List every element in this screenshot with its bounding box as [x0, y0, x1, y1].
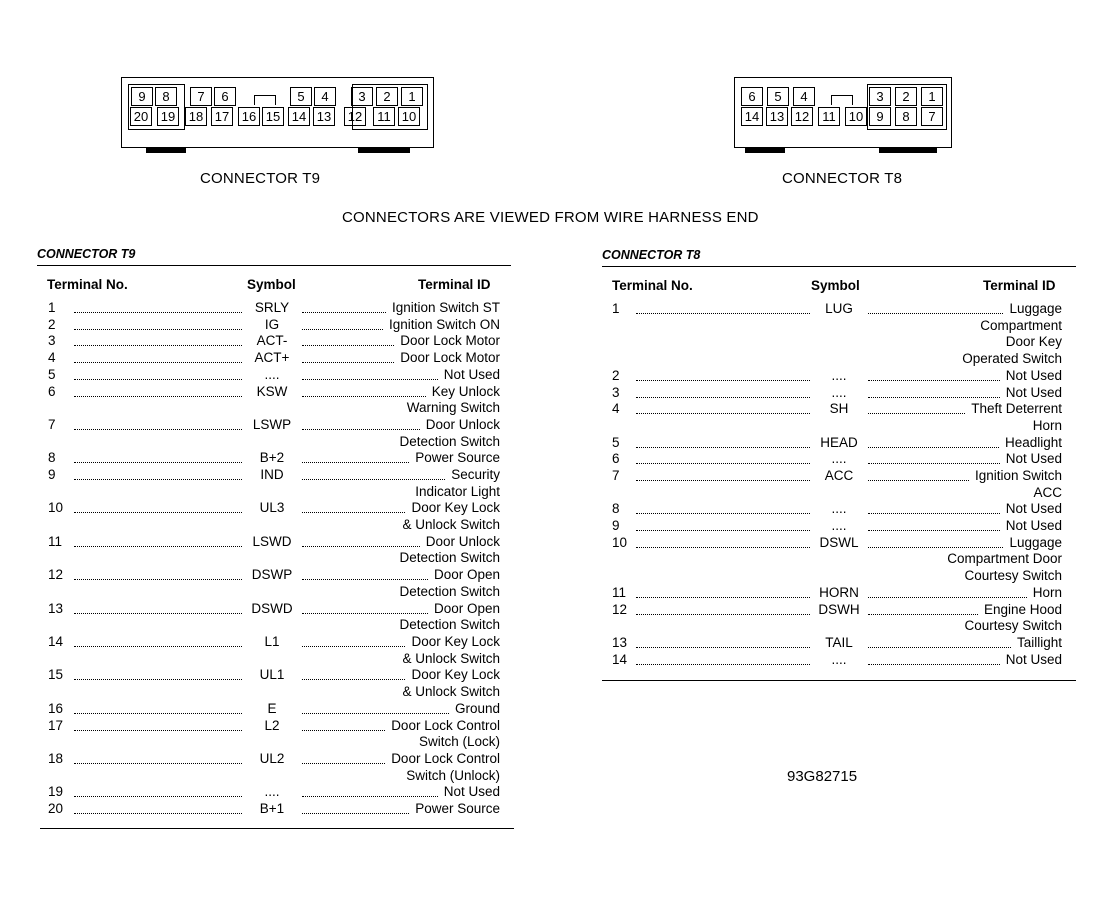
leader-dots: [74, 467, 242, 480]
leader-dots: [868, 501, 1000, 514]
terminal-symbol: UL3: [259, 500, 285, 516]
leader-dots: [302, 701, 449, 714]
terminal-number: 15: [48, 667, 64, 683]
connector-t8-pin: 5: [767, 87, 789, 106]
table-row: [612, 468, 1062, 501]
leader-dots: [636, 401, 810, 414]
table-row: [48, 751, 500, 784]
table-row: [612, 518, 1062, 535]
leader-dots: [868, 468, 969, 481]
terminal-id: Ignition Switch ON: [388, 316, 500, 332]
terminal-id: Not Used: [1005, 501, 1062, 517]
connector-t9-pin: 16: [238, 107, 260, 126]
table-row: [48, 417, 500, 450]
table-row: [612, 501, 1062, 518]
terminal-number: 5: [48, 366, 56, 382]
table-row: [48, 467, 500, 500]
terminal-id: Courtesy Switch: [964, 618, 1062, 634]
connector-t9-pin: 6: [214, 87, 236, 106]
table-row: [612, 401, 1062, 434]
leader-dots: [868, 368, 1000, 381]
terminal-id: Headlight: [1004, 434, 1062, 450]
connector-t8-pin: 14: [741, 107, 763, 126]
terminal-number: 12: [612, 601, 628, 617]
terminal-number: 13: [612, 635, 628, 650]
leader-dots: [302, 500, 405, 513]
terminal-id: Switch (Unlock): [406, 767, 500, 783]
terminal-number: 5: [612, 434, 620, 450]
terminal-symbol: B+1: [259, 801, 285, 816]
connector-t9-pin: 8: [155, 87, 177, 106]
terminal-number: 19: [48, 784, 64, 800]
terminal-id: Detection Switch: [399, 550, 500, 566]
connector-t8-pin: 13: [766, 107, 788, 126]
t8-header-symbol: Symbol: [811, 278, 860, 293]
terminal-id: Courtesy Switch: [964, 568, 1062, 584]
terminal-id: Detection Switch: [399, 583, 500, 599]
terminal-id: Door Lock Motor: [400, 333, 500, 349]
terminal-id: ACC: [1033, 484, 1062, 500]
leader-dots: [636, 435, 810, 448]
leader-dots: [302, 534, 420, 547]
terminal-symbol: B+2: [259, 450, 285, 466]
connector-t8-pin: 12: [791, 107, 813, 126]
terminal-symbol: DSWH: [818, 601, 860, 617]
terminal-number: 4: [48, 350, 56, 366]
leader-dots: [302, 751, 385, 764]
connector-t9-pin: 11: [373, 107, 395, 126]
connector-t8-pin: 7: [921, 107, 943, 126]
leader-dots: [302, 333, 394, 346]
t9-header-terminal: Terminal No.: [47, 277, 128, 292]
terminal-symbol: ....: [831, 651, 847, 667]
terminal-number: 18: [48, 750, 64, 766]
terminal-symbol: ....: [264, 366, 280, 382]
leader-dots: [302, 367, 438, 380]
table-row: [48, 718, 500, 751]
table-row: [48, 333, 500, 350]
connector-t8-pin: 4: [793, 87, 815, 106]
leader-dots: [302, 300, 386, 313]
table-row: [612, 652, 1062, 669]
terminal-number: 10: [612, 534, 628, 550]
terminal-symbol: LUG: [825, 301, 853, 316]
terminal-symbol: ....: [831, 501, 847, 517]
terminal-number: 14: [48, 634, 64, 649]
terminal-id: Key Unlock: [431, 383, 500, 399]
leader-dots: [74, 701, 242, 714]
leader-dots: [302, 384, 426, 397]
terminal-number: 9: [48, 467, 56, 482]
leader-dots: [868, 585, 1027, 598]
table-row: [612, 385, 1062, 402]
terminal-id: Not Used: [1005, 384, 1062, 400]
connector-t8-pin: 2: [895, 87, 917, 106]
terminal-number: 10: [48, 500, 64, 516]
t8-table-title: CONNECTOR T8: [602, 248, 701, 262]
terminal-id: Not Used: [1005, 651, 1062, 667]
leader-dots: [868, 518, 1000, 531]
terminal-number: 16: [48, 700, 64, 716]
t8-bottom-rule: [602, 680, 1076, 681]
leader-dots: [74, 601, 242, 614]
terminal-number: 20: [48, 801, 64, 816]
leader-dots: [302, 784, 438, 797]
terminal-id: Theft Deterrent: [971, 401, 1062, 417]
connector-t8-key: [831, 95, 853, 105]
table-row: [48, 701, 500, 718]
leader-dots: [868, 535, 1003, 548]
table-row: [612, 602, 1062, 635]
connector-t9-pin: 17: [211, 107, 233, 126]
connector-t8-latch-left: [745, 147, 785, 153]
connector-t9-caption: CONNECTOR T9: [200, 170, 321, 187]
leader-dots: [636, 652, 810, 665]
terminal-number: 13: [48, 600, 64, 616]
terminal-id: Ignition Switch: [974, 468, 1062, 483]
leader-dots: [636, 535, 810, 548]
terminal-id: & Unlock Switch: [402, 517, 500, 533]
terminal-symbol: UL2: [259, 750, 285, 766]
terminal-number: 12: [48, 567, 64, 583]
terminal-number: 2: [612, 367, 620, 383]
leader-dots: [868, 301, 1003, 314]
connector-t9-pin: 3: [351, 87, 373, 106]
leader-dots: [74, 567, 242, 580]
terminal-number: 3: [612, 384, 620, 400]
terminal-id: Door Lock Control: [391, 750, 500, 766]
terminal-id: Not Used: [443, 366, 500, 382]
table-row: [48, 567, 500, 600]
terminal-id: Horn: [1032, 584, 1062, 600]
terminal-number: 11: [48, 533, 63, 549]
table-row: [612, 435, 1062, 452]
terminal-id: & Unlock Switch: [402, 650, 500, 666]
terminal-id: Engine Hood: [983, 601, 1062, 617]
connector-t8-caption: CONNECTOR T8: [782, 170, 903, 187]
leader-dots: [868, 385, 1000, 398]
table-row: [48, 450, 500, 467]
table-row: [612, 451, 1062, 468]
terminal-symbol: IND: [260, 467, 284, 482]
t9-bottom-rule: [40, 828, 514, 829]
leader-dots: [302, 718, 385, 731]
connector-t9-key: [254, 95, 276, 105]
terminal-id: Door Lock Motor: [400, 350, 500, 366]
terminal-id: Door Key Lock: [411, 634, 500, 649]
terminal-id: Door Lock Control: [391, 717, 500, 733]
leader-dots: [302, 417, 420, 430]
table-row: [612, 301, 1062, 368]
connector-t8-diagram: [734, 77, 952, 148]
table-row: [48, 784, 500, 801]
leader-dots: [302, 601, 428, 614]
terminal-id: Ignition Switch ST: [391, 300, 500, 315]
connector-t8-pin: 3: [869, 87, 891, 106]
terminal-symbol: L1: [264, 634, 280, 649]
table-row: [48, 534, 500, 567]
table-row: [48, 384, 500, 417]
leader-dots: [74, 300, 242, 313]
leader-dots: [74, 367, 242, 380]
terminal-symbol: DSWL: [819, 534, 859, 550]
leader-dots: [74, 417, 242, 430]
table-row: [48, 350, 500, 367]
connector-t8-pin: 1: [921, 87, 943, 106]
table-row: [48, 601, 500, 634]
leader-dots: [74, 718, 242, 731]
leader-dots: [636, 451, 810, 464]
terminal-id: Not Used: [1005, 451, 1062, 467]
terminal-symbol: SH: [829, 401, 849, 417]
terminal-symbol: HORN: [819, 584, 859, 600]
leader-dots: [868, 435, 999, 448]
terminal-number: 9: [612, 518, 620, 534]
terminal-id: Compartment: [980, 317, 1062, 333]
leader-dots: [636, 635, 810, 648]
terminal-id: Switch (Lock): [418, 734, 500, 750]
terminal-id: Indicator Light: [415, 483, 500, 499]
terminal-symbol: L2: [264, 717, 280, 733]
leader-dots: [302, 567, 428, 580]
t8-top-rule: [602, 266, 1076, 267]
table-row: [48, 317, 500, 334]
leader-dots: [302, 667, 405, 680]
terminal-id: Security: [451, 467, 500, 482]
terminal-id: Not Used: [1005, 367, 1062, 383]
terminal-symbol: DSWD: [251, 600, 293, 616]
t8-header-terminal: Terminal No.: [612, 278, 693, 293]
terminal-number: 6: [612, 451, 620, 467]
leader-dots: [636, 385, 810, 398]
leader-dots: [74, 350, 242, 363]
t8-header-id: Terminal ID: [983, 278, 1056, 293]
terminal-symbol: ....: [264, 784, 280, 800]
terminal-symbol: TAIL: [825, 635, 853, 650]
terminal-id: & Unlock Switch: [402, 684, 500, 700]
terminal-number: 3: [48, 333, 56, 349]
t9-header-id: Terminal ID: [418, 277, 491, 292]
terminal-symbol: ....: [831, 451, 847, 467]
leader-dots: [636, 501, 810, 514]
terminal-number: 7: [612, 468, 620, 483]
connector-t9-pin: 1: [401, 87, 423, 106]
terminal-number: 1: [612, 301, 620, 316]
t9-header-symbol: Symbol: [247, 277, 296, 292]
table-row: [48, 300, 500, 317]
table-row: [48, 634, 500, 667]
leader-dots: [74, 784, 242, 797]
terminal-number: 7: [48, 416, 56, 432]
connector-t9-latch-right: [358, 147, 410, 153]
table-row: [48, 801, 500, 818]
terminal-id: Operated Switch: [962, 351, 1062, 367]
terminal-id: Luggage: [1009, 534, 1062, 550]
leader-dots: [868, 635, 1011, 648]
connector-t9-diagram: [121, 77, 434, 148]
terminal-id: Door Key: [1005, 334, 1062, 350]
terminal-id: Taillight: [1016, 635, 1062, 650]
leader-dots: [868, 652, 1000, 665]
connector-t9-pin: 5: [290, 87, 312, 106]
connector-t8-pin: 8: [895, 107, 917, 126]
leader-dots: [302, 317, 383, 330]
table-row: [48, 500, 500, 533]
terminal-symbol: E: [267, 700, 277, 716]
connector-t9-pin: 9: [131, 87, 153, 106]
terminal-id: Not Used: [443, 784, 500, 800]
terminal-id: Compartment Door: [947, 551, 1062, 567]
leader-dots: [302, 467, 445, 480]
terminal-symbol: UL1: [259, 667, 285, 683]
leader-dots: [74, 384, 242, 397]
table-row: [612, 585, 1062, 602]
terminal-id: Detection Switch: [399, 433, 500, 449]
terminal-id: Horn: [1032, 417, 1062, 433]
leader-dots: [636, 468, 810, 481]
leader-dots: [74, 751, 242, 764]
terminal-symbol: IG: [264, 316, 280, 332]
connector-t8-latch-right: [879, 147, 937, 153]
terminal-id: Door Unlock: [425, 416, 500, 432]
connector-t9-pin: 14: [288, 107, 310, 126]
terminal-number: 8: [48, 450, 56, 466]
connector-t9-pin: 10: [398, 107, 420, 126]
terminal-id: Not Used: [1005, 518, 1062, 534]
leader-dots: [74, 317, 242, 330]
terminal-id: Door Open: [433, 600, 500, 616]
leader-dots: [302, 350, 394, 363]
terminal-symbol: SRLY: [254, 300, 290, 315]
terminal-id: Power Source: [415, 801, 500, 816]
terminal-id: Luggage: [1009, 301, 1062, 316]
leader-dots: [74, 634, 242, 647]
terminal-symbol: ACT-: [256, 333, 288, 349]
terminal-symbol: ....: [831, 384, 847, 400]
table-row: [48, 367, 500, 384]
table-row: [612, 368, 1062, 385]
t9-table-title: CONNECTOR T9: [37, 247, 136, 261]
terminal-symbol: HEAD: [820, 434, 858, 450]
table-row: [48, 667, 500, 700]
terminal-id: Ground: [454, 700, 500, 716]
connector-t9-pin: 15: [262, 107, 284, 126]
leader-dots: [868, 401, 965, 414]
table-row: [612, 635, 1062, 652]
terminal-id: Warning Switch: [406, 400, 500, 416]
leader-dots: [636, 518, 810, 531]
connector-t8-pin: 10: [845, 107, 867, 126]
leader-dots: [636, 602, 810, 615]
terminal-number: 14: [612, 651, 628, 667]
terminal-id: Door Key Lock: [411, 500, 500, 516]
terminal-symbol: DSWP: [251, 567, 293, 583]
terminal-id: Door Key Lock: [411, 667, 500, 683]
terminal-id: Power Source: [415, 450, 500, 466]
leader-dots: [302, 450, 409, 463]
connector-t9-pin: 20: [130, 107, 152, 126]
leader-dots: [74, 801, 242, 814]
terminal-number: 2: [48, 316, 56, 332]
connector-t9-pin: 7: [190, 87, 212, 106]
terminal-id: Detection Switch: [399, 617, 500, 633]
terminal-symbol: LSWP: [252, 416, 292, 432]
leader-dots: [636, 585, 810, 598]
terminal-number: 6: [48, 383, 56, 399]
terminal-number: 1: [48, 300, 56, 315]
connector-t9-pin: 12: [344, 107, 366, 126]
terminal-id: Door Open: [433, 567, 500, 583]
table-row: [612, 535, 1062, 585]
connector-t9-pin: 18: [185, 107, 207, 126]
leader-dots: [74, 333, 242, 346]
connector-t9-latch-left: [146, 147, 186, 153]
leader-dots: [74, 450, 242, 463]
t9-top-rule: [37, 265, 511, 266]
connector-t9-pin: 4: [314, 87, 336, 106]
terminal-symbol: ....: [831, 518, 847, 534]
connector-t9-pin: 19: [157, 107, 179, 126]
leader-dots: [868, 602, 978, 615]
leader-dots: [636, 301, 810, 314]
leader-dots: [302, 634, 405, 647]
leader-dots: [74, 534, 242, 547]
terminal-number: 4: [612, 401, 620, 417]
terminal-symbol: KSW: [256, 383, 288, 399]
connector-t8-pin: 6: [741, 87, 763, 106]
terminal-number: 8: [612, 501, 620, 517]
terminal-symbol: ACC: [824, 468, 854, 483]
terminal-symbol: ....: [831, 367, 847, 383]
leader-dots: [868, 451, 1000, 464]
terminal-number: 17: [48, 717, 64, 733]
leader-dots: [74, 667, 242, 680]
terminal-symbol: ACT+: [254, 350, 290, 366]
connector-t9-pin: 2: [376, 87, 398, 106]
leader-dots: [302, 801, 409, 814]
harness-note: CONNECTORS ARE VIEWED FROM WIRE HARNESS END: [342, 209, 759, 226]
connector-t8-pin: 9: [869, 107, 891, 126]
leader-dots: [74, 500, 242, 513]
figure-code: 93G82715: [787, 768, 858, 785]
connector-t9-pin: 13: [313, 107, 335, 126]
leader-dots: [636, 368, 810, 381]
terminal-symbol: LSWD: [252, 533, 292, 549]
terminal-number: 11: [612, 584, 627, 600]
connector-t8-pin: 11: [818, 107, 840, 126]
terminal-id: Door Unlock: [425, 533, 500, 549]
